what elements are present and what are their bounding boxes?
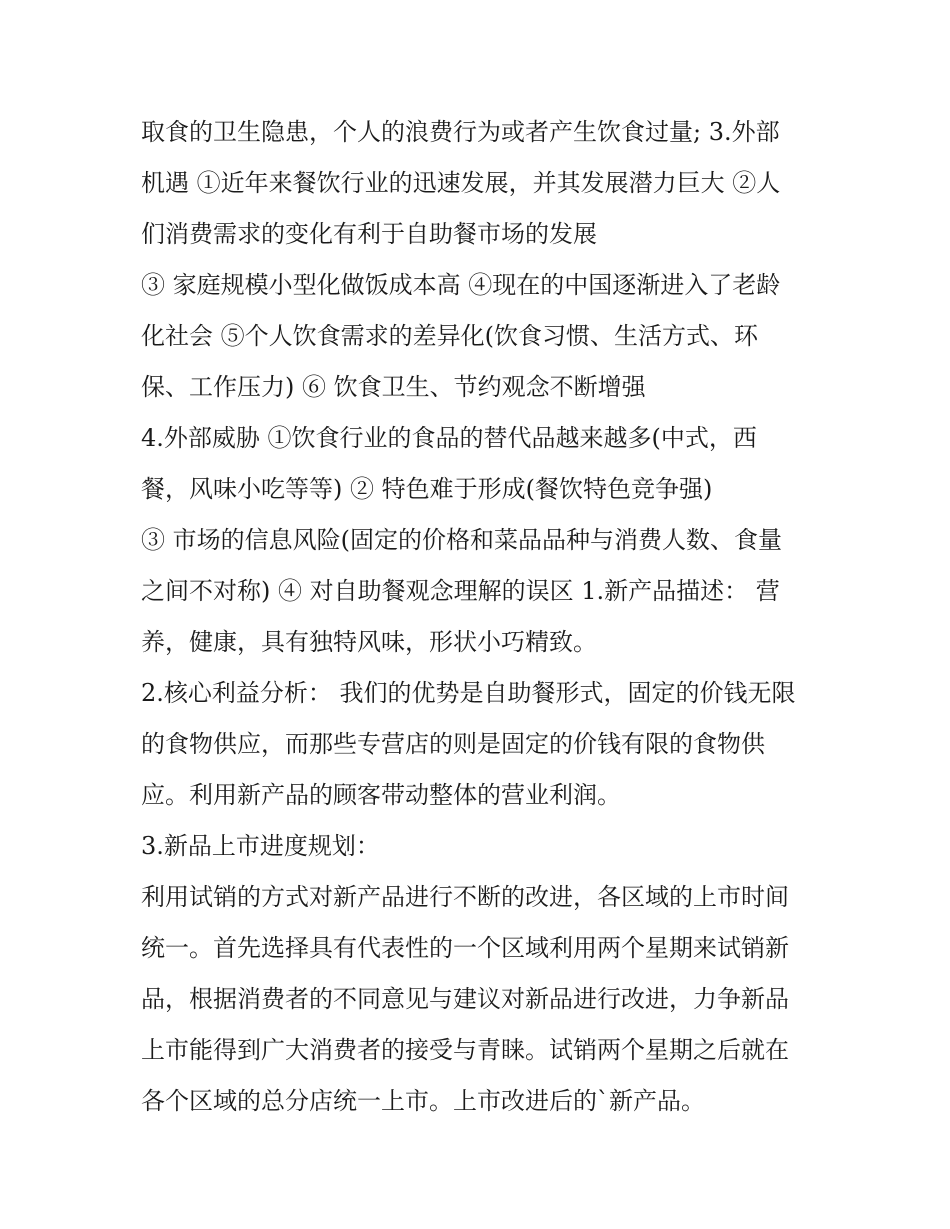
text-line: 们消费需求的变化有利于自助餐市场的发展	[141, 220, 597, 248]
text-line: 的食物供应，而那些专营店的则是固定的价钱有限的食物供	[141, 730, 765, 758]
text-line: 应。利用新产品的顾客带动整体的营业利润。	[141, 781, 621, 809]
text-line: 之间不对称) ④ 对自助餐观念理解的误区 1.新产品描述： 营	[141, 577, 780, 605]
text-line: 3.新品上市进度规划：	[141, 832, 380, 860]
text-line: 取食的卫生隐患，个人的浪费行为或者产生饮食过量; 3.外部	[141, 118, 780, 146]
text-line: 上市能得到广大消费者的接受与青睐。试销两个星期之后就在	[141, 1036, 789, 1064]
text-line: 餐，风味小吃等等) ② 特色难于形成(餐饮特色竞争强)	[141, 475, 713, 503]
text-line: 化社会 ⑤个人饮食需求的差异化(饮食习惯、生活方式、环	[141, 322, 758, 350]
text-line: ③ 家庭规模小型化做饭成本高 ④现在的中国逐渐进入了老龄	[141, 271, 781, 299]
text-line: 2.核心利益分析： 我们的优势是自助餐形式，固定的价钱无限	[141, 679, 796, 707]
text-line: 机遇 ①近年来餐饮行业的迅速发展，并其发展潜力巨大 ②人	[141, 169, 781, 197]
text-line: 保、工作压力) ⑥ 饮食卫生、节约观念不断增强	[141, 373, 646, 401]
text-line: 统一。首先选择具有代表性的一个区域利用两个星期来试销新	[141, 934, 789, 962]
text-line: 利用试销的方式对新产品进行不断的改进，各区域的上市时间	[141, 883, 789, 911]
text-line: ③ 市场的信息风险(固定的价格和菜品品种与消费人数、食量	[141, 526, 782, 554]
document-body	[141, 107, 821, 1127]
text-line: 各个区域的总分店统一上市。上市改进后的`新产品。	[141, 1087, 705, 1115]
text-line: 品，根据消费者的不同意见与建议对新品进行改进，力争新品	[141, 985, 789, 1013]
text-line: 4.外部威胁 ①饮食行业的食品的替代品越来越多(中式，西	[141, 424, 757, 452]
text-line: 养，健康，具有独特风味，形状小巧精致。	[141, 628, 597, 656]
